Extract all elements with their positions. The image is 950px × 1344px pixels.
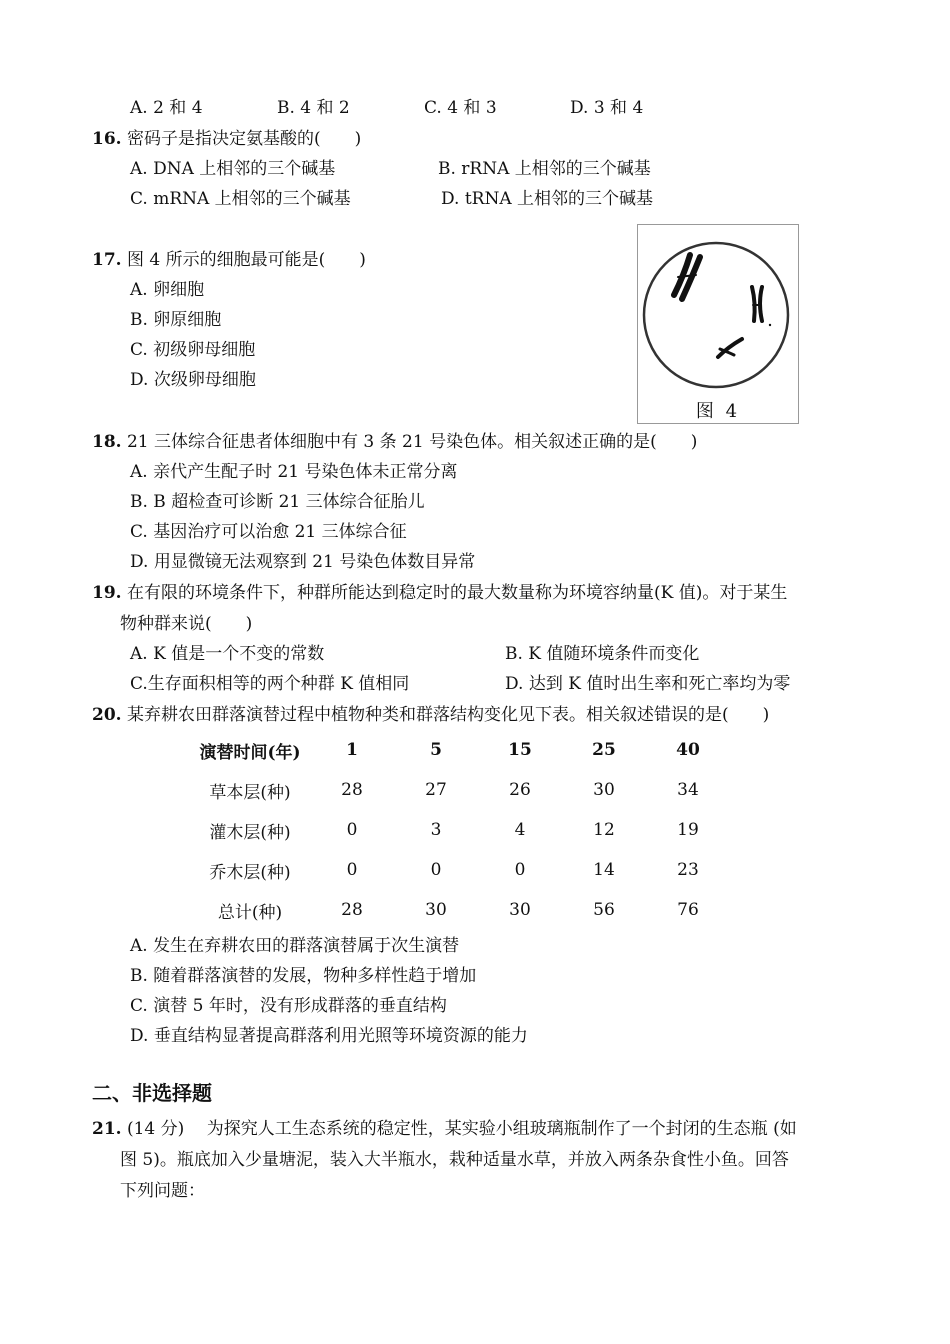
q20-option-d: D. 垂直结构显著提高群落利用光照等环境资源的能力	[130, 1026, 528, 1046]
q18-option-c: C. 基因治疗可以治愈 21 三体综合征	[130, 522, 407, 542]
chromosome-large	[674, 255, 700, 299]
question-stem-line3: 下列问题：	[120, 1181, 205, 1201]
table-header-cell: 1	[346, 740, 358, 760]
question-number: 17.	[92, 250, 122, 270]
q18-option-a: A. 亲代产生配子时 21 号染色体未正常分离	[130, 462, 458, 482]
table-header-cell: 40	[676, 740, 700, 760]
table-cell: 3	[430, 820, 442, 840]
table-row	[190, 810, 730, 850]
table-cell: 27	[425, 780, 447, 800]
table-cell: 12	[593, 820, 615, 840]
table-cell: 26	[509, 780, 531, 800]
q19-option-d: D. 达到 K 值时出生率和死亡率均为零	[505, 674, 791, 694]
question-number: 21.	[92, 1119, 122, 1139]
q19-option-c: C.生存面积相等的两个种群 K 值相同	[130, 674, 410, 694]
question-stem-line1: (14 分) 为探究人工生态系统的稳定性，某实验小组玻璃瓶制作了一个封闭的生态瓶 (如	[126, 1119, 797, 1139]
succession-table	[190, 730, 730, 930]
table-header-cell: 演替时间(年)	[199, 742, 301, 763]
table-row	[190, 890, 730, 930]
q16-option-a: A. DNA 上相邻的三个碱基	[130, 159, 336, 179]
figure-caption: 图 4	[695, 401, 741, 422]
question-stem-line2: 图 5)。瓶底加入少量塘泥，装入大半瓶水，栽种适量水草，并放入两条杂食性小鱼。回答	[120, 1150, 789, 1170]
table-header-cell: 5	[430, 740, 442, 760]
figure-4-cell	[637, 224, 799, 424]
q17-option-a: A. 卵细胞	[130, 280, 205, 300]
question-19	[92, 582, 787, 604]
q16-option-c: C. mRNA 上相邻的三个碱基	[130, 189, 351, 209]
question-number: 16.	[92, 129, 122, 149]
table-header-cell: 25	[592, 740, 616, 760]
table-cell: 0	[346, 860, 358, 880]
table-cell: 34	[677, 780, 699, 800]
question-stem-line1: 在有限的环境条件下，种群所能达到稳定时的最大数量称为环境容纳量(K 值)。对于某生	[126, 583, 788, 603]
table-header-cell: 15	[508, 740, 532, 760]
question-18	[92, 431, 697, 453]
chromosome-medium	[752, 287, 762, 321]
table-cell: 30	[593, 780, 615, 800]
question-20	[92, 704, 769, 726]
question-21	[92, 1118, 797, 1140]
table-row-label: 草本层(种)	[209, 782, 291, 803]
q15-option-a: A. 2 和 4	[130, 98, 203, 118]
table-cell: 0	[346, 820, 358, 840]
q16-option-b: B. rRNA 上相邻的三个碱基	[438, 159, 651, 179]
question-stem: 密码子是指决定氨基酸的( )	[126, 129, 362, 149]
question-number: 20.	[92, 705, 122, 725]
table-cell: 0	[514, 860, 526, 880]
table-cell: 30	[509, 900, 531, 920]
question-stem-line2: 物种群来说( )	[120, 614, 253, 634]
q20-option-a: A. 发生在弃耕农田的群落演替属于次生演替	[130, 936, 460, 956]
table-cell: 23	[677, 860, 699, 880]
question-stem: 图 4 所示的细胞最可能是( )	[126, 250, 366, 270]
table-cell: 56	[593, 900, 615, 920]
section-title: 二、非选择题	[92, 1081, 212, 1105]
table-cell: 0	[430, 860, 442, 880]
cell-membrane	[644, 243, 788, 387]
q17-option-b: B. 卵原细胞	[130, 310, 222, 330]
table-row	[190, 850, 730, 890]
table-row-label: 总计(种)	[217, 902, 283, 923]
question-16	[92, 128, 361, 150]
table-row-label: 乔木层(种)	[209, 862, 291, 883]
cell-illustration	[638, 225, 798, 423]
q16-option-d: D. tRNA 上相邻的三个碱基	[441, 189, 654, 209]
question-number: 19.	[92, 583, 122, 603]
q17-option-d: D. 次级卵母细胞	[130, 370, 256, 390]
question-stem: 某弃耕农田群落演替过程中植物种类和群落结构变化见下表。相关叙述错误的是( )	[126, 705, 770, 725]
table-cell: 28	[341, 900, 363, 920]
q15-option-c: C. 4 和 3	[424, 98, 497, 118]
q15-option-b: B. 4 和 2	[277, 98, 350, 118]
q19-option-b: B. K 值随环境条件而变化	[505, 644, 700, 664]
question-stem: 21 三体综合征患者体细胞中有 3 条 21 号染色体。相关叙述正确的是( )	[126, 432, 698, 452]
question-17	[92, 249, 366, 271]
q18-option-d: D. 用显微镜无法观察到 21 号染色体数目异常	[130, 552, 476, 572]
table-cell: 76	[677, 900, 699, 920]
q18-option-b: B. B 超检查可诊断 21 三体综合征胎儿	[130, 492, 425, 512]
table-cell: 4	[514, 820, 526, 840]
table-row-label: 灌木层(种)	[209, 822, 291, 843]
table-header-row	[190, 730, 730, 770]
chromosome-small	[718, 339, 742, 357]
q20-option-c: C. 演替 5 年时，没有形成群落的垂直结构	[130, 996, 447, 1016]
table-cell: 14	[593, 860, 615, 880]
q15-option-d: D. 3 和 4	[570, 98, 644, 118]
q20-option-b: B. 随着群落演替的发展，物种多样性趋于增加	[130, 966, 477, 986]
question-number: 18.	[92, 432, 122, 452]
q17-option-c: C. 初级卵母细胞	[130, 340, 256, 360]
table-cell: 19	[677, 820, 699, 840]
table-cell: 28	[341, 780, 363, 800]
q19-option-a: A. K 值是一个不变的常数	[130, 644, 325, 664]
table-cell: 30	[425, 900, 447, 920]
table-row	[190, 770, 730, 810]
